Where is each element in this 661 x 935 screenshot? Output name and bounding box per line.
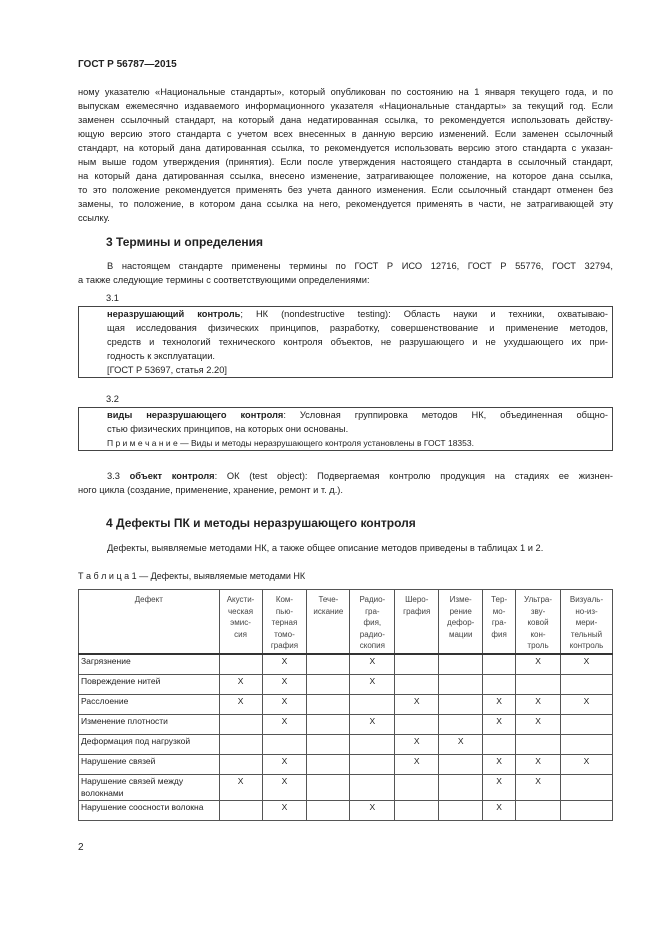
method-cell xyxy=(219,801,262,821)
method-cell: X xyxy=(262,775,307,801)
method-cell: X xyxy=(483,695,516,715)
method-cell xyxy=(439,654,483,675)
method-cell xyxy=(516,675,561,695)
method-cell xyxy=(395,775,439,801)
note-text: — Виды и методы неразрушающего контроля установлены в ГОСТ 18353. xyxy=(177,438,474,448)
method-cell xyxy=(395,675,439,695)
method-cell xyxy=(395,715,439,735)
method-cell: X xyxy=(262,695,307,715)
method-cell xyxy=(307,755,350,775)
method-cell: X xyxy=(561,654,613,675)
column-header: Радио- гра- фия, радио- скопия xyxy=(350,590,395,655)
text-line: щая исследования физических принципов, разработку, совершенствование и применение методов, xyxy=(107,323,608,333)
text-line: а также следующие термины с соответствующими определениями: xyxy=(78,275,370,285)
column-header: Тече- искание xyxy=(307,590,350,655)
method-cell xyxy=(439,675,483,695)
method-cell: X xyxy=(516,695,561,715)
defect-name-cell: Деформация под нагрузкой xyxy=(79,735,220,755)
method-cell xyxy=(516,735,561,755)
text-line xyxy=(79,408,612,422)
column-header: Ком- пью- терная томо- графия xyxy=(262,590,307,655)
table-row xyxy=(79,801,613,821)
term-name: неразрушающий контроль xyxy=(107,309,241,319)
method-cell xyxy=(561,801,613,821)
table-row xyxy=(79,715,613,735)
method-cell: X xyxy=(262,715,307,735)
method-cell: X xyxy=(350,801,395,821)
method-cell: X xyxy=(262,755,307,775)
text-line: то это положение рекомендуется применять без учета данного изменения. Если ссылочный стандарт отменен без xyxy=(78,185,613,195)
text-line: на который дана датированная ссылка, внесено изменение, затрагивающее положение, на которое дана ссылка, xyxy=(78,171,613,181)
column-header: Изме- рение дефор- мации xyxy=(439,590,483,655)
method-cell: X xyxy=(516,775,561,801)
section-3-title: 3 Термины и определения xyxy=(106,235,264,249)
defect-name-cell: Нарушение связей между волокнами xyxy=(79,775,220,801)
method-cell: X xyxy=(262,654,307,675)
method-cell xyxy=(350,755,395,775)
method-cell: X xyxy=(262,675,307,695)
method-cell xyxy=(350,695,395,715)
table-row xyxy=(79,775,613,801)
method-cell xyxy=(307,801,350,821)
page-number: 2 xyxy=(78,842,84,853)
text-line: ным выше годом утверждения (принятия). Если после утверждения настоящего стандарта в ссылочный стандарт, xyxy=(78,157,613,167)
method-cell xyxy=(439,695,483,715)
method-cell: X xyxy=(219,675,262,695)
term-3-2-box xyxy=(78,407,613,451)
text-line: В настоящем стандарте применены термины по ГОСТ Р ИСО 12716, ГОСТ Р 55776, ГОСТ 32794, xyxy=(107,261,613,271)
method-cell xyxy=(350,775,395,801)
term-definition: : ОК (test object): Подвергаемая контролю продукция на стадиях ее жизнен- xyxy=(214,471,613,481)
method-cell: X xyxy=(395,735,439,755)
method-cell xyxy=(439,775,483,801)
method-cell xyxy=(219,755,262,775)
table-row xyxy=(79,654,613,675)
intro-paragraph xyxy=(78,85,613,225)
method-cell xyxy=(219,654,262,675)
method-cell xyxy=(483,675,516,695)
table-caption: Т а б л и ц а 1 — Дефекты, выявляемые методами НК xyxy=(78,571,306,581)
text-line: стью физических принципов, на которых они основаны. xyxy=(107,424,349,434)
method-cell: X xyxy=(219,695,262,715)
method-cell: X xyxy=(561,695,613,715)
method-cell: X xyxy=(516,654,561,675)
text-line: ссылку. xyxy=(78,213,110,223)
method-cell: X xyxy=(483,775,516,801)
method-cell: X xyxy=(483,801,516,821)
term-source: [ГОСТ Р 53697, статья 2.20] xyxy=(107,365,227,375)
method-cell xyxy=(561,775,613,801)
table-header-row xyxy=(79,590,613,655)
section-4-title: 4 Дефекты ПК и методы неразрушающего контроля xyxy=(106,516,416,530)
section-3-intro xyxy=(78,259,613,287)
term-3-1-box xyxy=(78,306,613,378)
method-cell xyxy=(307,715,350,735)
method-cell: X xyxy=(561,755,613,775)
defect-name-cell: Расслоение xyxy=(79,695,220,715)
method-cell: X xyxy=(350,675,395,695)
method-cell xyxy=(307,735,350,755)
method-cell xyxy=(307,775,350,801)
method-cell xyxy=(307,654,350,675)
text-line: ющую версию этого стандарта с учетом всех внесенных в данную версию изменений. Если заменен ссылочный xyxy=(78,129,613,139)
table-row xyxy=(79,755,613,775)
term-3-1-number: 3.1 xyxy=(106,293,119,303)
table-row xyxy=(79,735,613,755)
method-cell: X xyxy=(516,715,561,735)
text-line: ного цикла (создание, применение, хранение, ремонт и т. д.). xyxy=(78,485,343,495)
defect-name-cell: Нарушение связей xyxy=(79,755,220,775)
method-cell: X xyxy=(262,801,307,821)
defects-table xyxy=(78,589,613,821)
table-row xyxy=(79,675,613,695)
method-cell: X xyxy=(219,775,262,801)
defect-name-cell: Повреждение нитей xyxy=(79,675,220,695)
text-line: Дефекты, выявляемые методами НК, а также общее описание методов приведены в таблицах 1 и 2. xyxy=(107,543,544,553)
method-cell xyxy=(395,654,439,675)
method-cell: X xyxy=(350,654,395,675)
text-line: годность к эксплуатации. xyxy=(107,351,216,361)
method-cell: X xyxy=(395,695,439,715)
method-cell xyxy=(219,715,262,735)
method-cell xyxy=(561,715,613,735)
method-cell: X xyxy=(395,755,439,775)
text-line: заменен ссылочный стандарт, на который дана недатированная ссылка, то рекомендуется использовать действу- xyxy=(78,115,613,125)
method-cell xyxy=(307,695,350,715)
defect-name-cell: Загрязнение xyxy=(79,654,220,675)
term-3-2-number: 3.2 xyxy=(106,394,119,404)
term-definition: ; НК (nondestructive testing): Область науки и техники, охватываю- xyxy=(240,309,608,319)
column-header: Визуаль- но-из- мери- тельный контроль xyxy=(561,590,613,655)
text-line: средств и технологий технического контроля объектов, не разрушающего и не ухудшающего их при- xyxy=(107,337,608,347)
method-cell xyxy=(395,801,439,821)
note-label: П р и м е ч а н и е xyxy=(107,438,178,448)
text-line xyxy=(78,469,613,483)
term-number: 3.3 xyxy=(107,471,130,481)
defect-name-cell: Изменение плотности xyxy=(79,715,220,735)
column-header: Дефект xyxy=(79,590,220,655)
column-header: Шеро- графия xyxy=(395,590,439,655)
method-cell: X xyxy=(483,755,516,775)
document-header: ГОСТ Р 56787—2015 xyxy=(78,59,177,70)
text-line: выпускам ежемесячно издаваемого информационного указателя «Национальные стандарты» за текущий год. Если xyxy=(78,101,613,111)
method-cell xyxy=(262,735,307,755)
method-cell: X xyxy=(516,755,561,775)
text-line: ному указателю «Национальные стандарты», который опубликован по состоянию на 1 января текущего года, и по xyxy=(78,87,613,97)
text-line: стандарт, на который дана датированная ссылка, то рекомендуется использовать версию этого стандарта с указан- xyxy=(78,143,613,153)
method-cell xyxy=(219,735,262,755)
method-cell xyxy=(439,801,483,821)
method-cell: X xyxy=(350,715,395,735)
method-cell xyxy=(307,675,350,695)
method-cell xyxy=(561,675,613,695)
text-line xyxy=(79,307,612,321)
method-cell xyxy=(483,735,516,755)
column-header: Акусти- ческая эмис- сия xyxy=(219,590,262,655)
term-name: объект контроля xyxy=(129,471,215,481)
method-cell xyxy=(439,755,483,775)
term-note xyxy=(79,436,612,450)
text-line: замены, то положение, в котором дана ссылка на него, рекомендуется применять в части, не затрагивающей эту xyxy=(78,199,613,209)
term-name: виды неразрушающего контроля xyxy=(107,410,284,420)
method-cell xyxy=(350,735,395,755)
method-cell xyxy=(483,654,516,675)
term-3-3 xyxy=(78,469,613,497)
method-cell: X xyxy=(439,735,483,755)
method-cell xyxy=(439,715,483,735)
defect-name-cell: Нарушение соосности волокна xyxy=(79,801,220,821)
term-definition: : Условная группировка методов НК, объединенная общно- xyxy=(283,410,609,420)
method-cell xyxy=(516,801,561,821)
method-cell: X xyxy=(483,715,516,735)
section-4-text xyxy=(78,541,613,555)
column-header: Ультра- зву- ковой кон- троль xyxy=(516,590,561,655)
table-row xyxy=(79,695,613,715)
method-cell xyxy=(561,735,613,755)
column-header: Тер- мо- гра- фия xyxy=(483,590,516,655)
